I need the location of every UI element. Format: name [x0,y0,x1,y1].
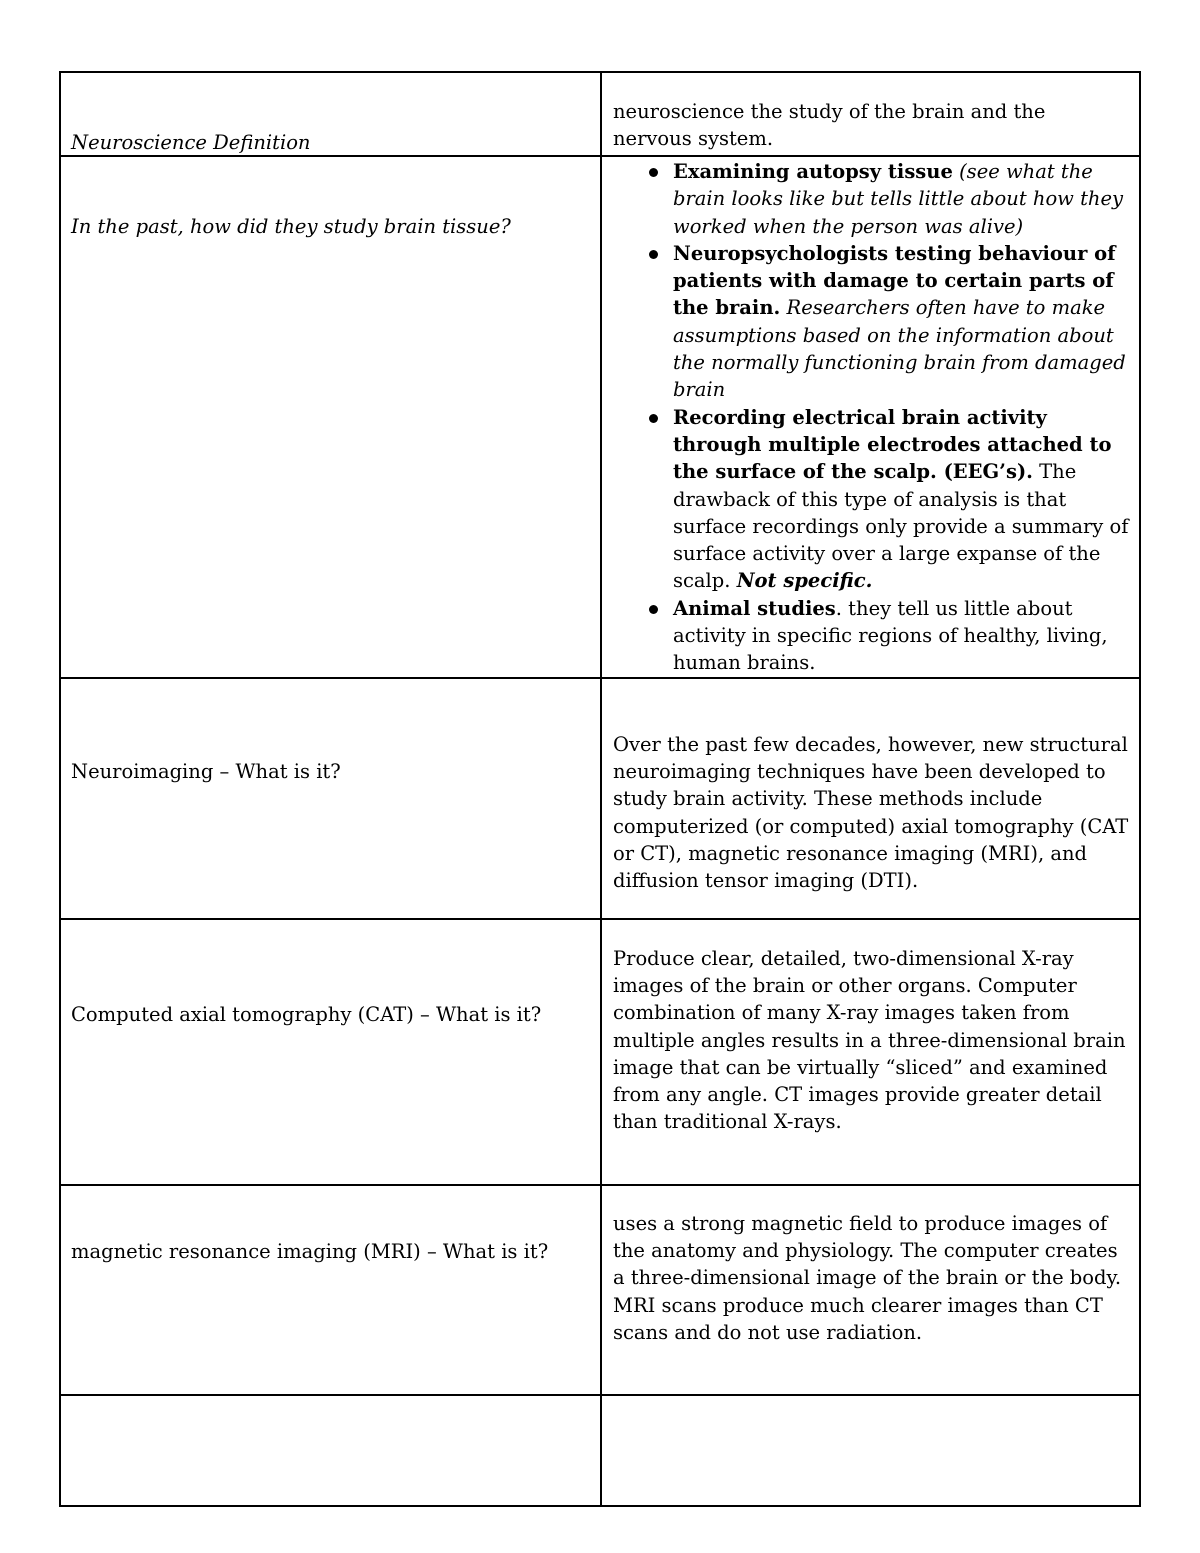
bullet-bold-text: Examining autopsy tissue [673,160,953,183]
question-text: magnetic resonance imaging (MRI) – What is it? [71,1239,549,1263]
bullet-list [602,157,1139,677]
bullet-icon [649,250,658,259]
question-cell [60,919,601,1185]
list-item [602,158,1139,240]
answer-cell [601,156,1140,678]
bullet-plain-text: The drawback of this type of analysis is that surface recordings only provide a summary of surface activity over a large expanse of the scalp. [673,460,1129,593]
question-text: In the past, how did they study brain tissue? [71,215,511,238]
bullet-icon [649,605,658,614]
table-row [60,72,1140,156]
question-text: Neuroscience Definition [71,131,311,154]
bullet-bold-text: Animal studies [673,596,836,620]
answer-cell [601,1395,1140,1506]
question-text: Computed axial tomography (CAT) – What is it? [71,1002,542,1026]
question-cell [60,72,601,156]
bullet-icon [649,414,658,423]
list-item [602,595,1139,677]
answer-text: uses a strong magnetic field to produce images of the anatomy and physiology. The computer creates a three-dimensional image of the brain or the body. MRI scans produce much clearer images than CT scans and do not use radiation. [613,1211,1122,1344]
bullet-emphasis-text: Not specific. [736,569,873,593]
notes-table [59,71,1141,1507]
question-text: Neuroimaging – What is it? [71,759,341,783]
question-cell [60,156,601,678]
table-row [60,156,1140,678]
question-cell [60,1185,601,1395]
bullet-italic-text: (see what the brain looks like but tells little about how they worked when the person was alive) [673,160,1124,238]
answer-text: neuroscience the study of the brain and the nervous system. [613,100,1046,151]
answer-text: Produce clear, detailed, two-dimensional X-ray images of the brain or other organs. Computer combination of many X-ray images taken from multiple angles results in a three-dimensional brain image that can be virtually “sliced” and examined from any angle. CT images provide greater detail than traditional X-rays. [613,946,1126,1134]
bullet-bold-text: Neuropsychologists testing behaviour of patients with damage to certain parts of the brain. [673,241,1116,320]
answer-cell [601,1185,1140,1395]
answer-cell [601,678,1140,919]
bullet-bold-text: Recording electrical brain activity through multiple electrodes attached to the surface of the scalp. (EEG’s). [673,405,1112,484]
bullet-italic-text: Researchers often have to make assumptions based on the information about the normally functioning brain from damaged brain [673,296,1126,402]
table-row [60,1395,1140,1506]
bullet-plain-text: . they tell us little about activity in specific regions of healthy, living, human brains. [673,596,1108,675]
question-cell [60,678,601,919]
table-row [60,919,1140,1185]
list-item [602,404,1139,595]
table-row [60,1185,1140,1395]
answer-text: Over the past few decades, however, new structural neuroimaging techniques have been developed to study brain activity. These methods include computerized (or computed) axial tomography (CAT or CT), magnetic resonance imaging (MRI), and diffusion tensor imaging (DTI). [613,732,1129,893]
answer-cell [601,72,1140,156]
answer-cell [601,919,1140,1185]
bullet-icon [649,168,658,177]
table-row [60,678,1140,919]
question-cell [60,1395,601,1506]
list-item [602,240,1139,404]
